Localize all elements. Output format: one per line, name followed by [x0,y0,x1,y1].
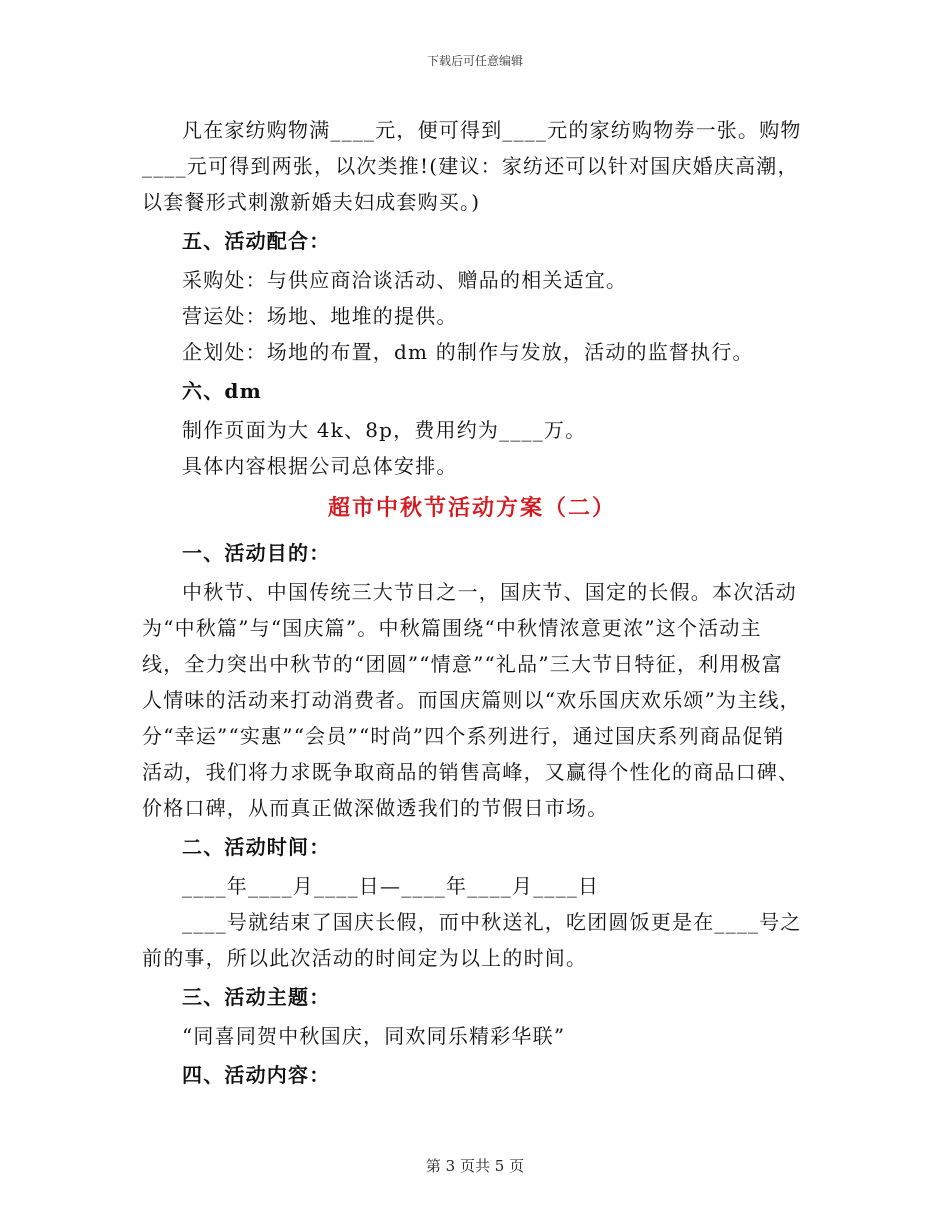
paragraph-planning-dept: 企划处：场地的布置，dm 的制作与发放，活动的监督执行。 [182,340,754,364]
section-title: 超市中秋节活动方案（二） [327,495,616,521]
paragraph-date-range: ____年____月____日—____年____月____日 [182,874,600,898]
paragraph-home-textile-coupon: 凡在家纺购物满____元，便可得到____元的家纺购物券一张。购物____元可得到两张，以次类推!(建议：家纺还可以针对国庆婚庆高潮，以套餐形式刺激新婚夫妇成套购买。) [142,118,802,214]
heading-activity-content: 四、活动内容： [182,1063,331,1087]
heading-dm: 六、dm [182,379,262,403]
document-body [142,112,802,1096]
paragraph-theme-slogan: “同喜同贺中秋国庆，同欢同乐精彩华联” [182,1024,566,1048]
paragraph-dm-production: 制作页面为大 4k、8p，费用约为____万。 [182,418,587,442]
page-footer: 第 3 页共 5 页 [425,1157,525,1175]
page-header: 下载后可任意编辑 [426,54,523,68]
heading-activity-time: 二、活动时间： [182,835,331,859]
heading-activity-purpose: 一、活动目的： [182,541,331,565]
paragraph-dm-content: 具体内容根据公司总体安排。 [182,454,458,478]
paragraph-purchasing-dept: 采购处：与供应商洽谈活动、赠品的相关适宜。 [182,268,628,292]
paragraph-time-reason: ____号就结束了国庆长假，而中秋送礼，吃团圆饭更是在____号之前的事，所以此次活动的时间定为以上的时间。 [142,910,802,970]
heading-activity-coordination: 五、活动配合： [182,229,331,253]
paragraph-operations-dept: 营运处：场地、地堆的提供。 [182,304,458,328]
heading-activity-theme: 三、活动主题： [182,985,331,1009]
paragraph-activity-purpose: 中秋节、中国传统三大节日之一，国庆节、国定的长假。本次活动为“中秋篇”与“国庆篇”。中秋篇围绕“中秋情浓意更浓”这个活动主线，全力突出中秋节的“团圆”“情意”“礼品”三大节日特征，利用极富人情味的活动来打动消费者。而国庆篇则以“欢乐国庆欢乐颂”为主线，分“幸运”“实惠”“会员”“时尚”四个系列进行，通过国庆系列商品促销活动，我们将力求既争取商品的销售高峰，又赢得个性化的商品口碑、价格口碑，从而真正做深做透我们的节假日市场。 [142,580,801,820]
